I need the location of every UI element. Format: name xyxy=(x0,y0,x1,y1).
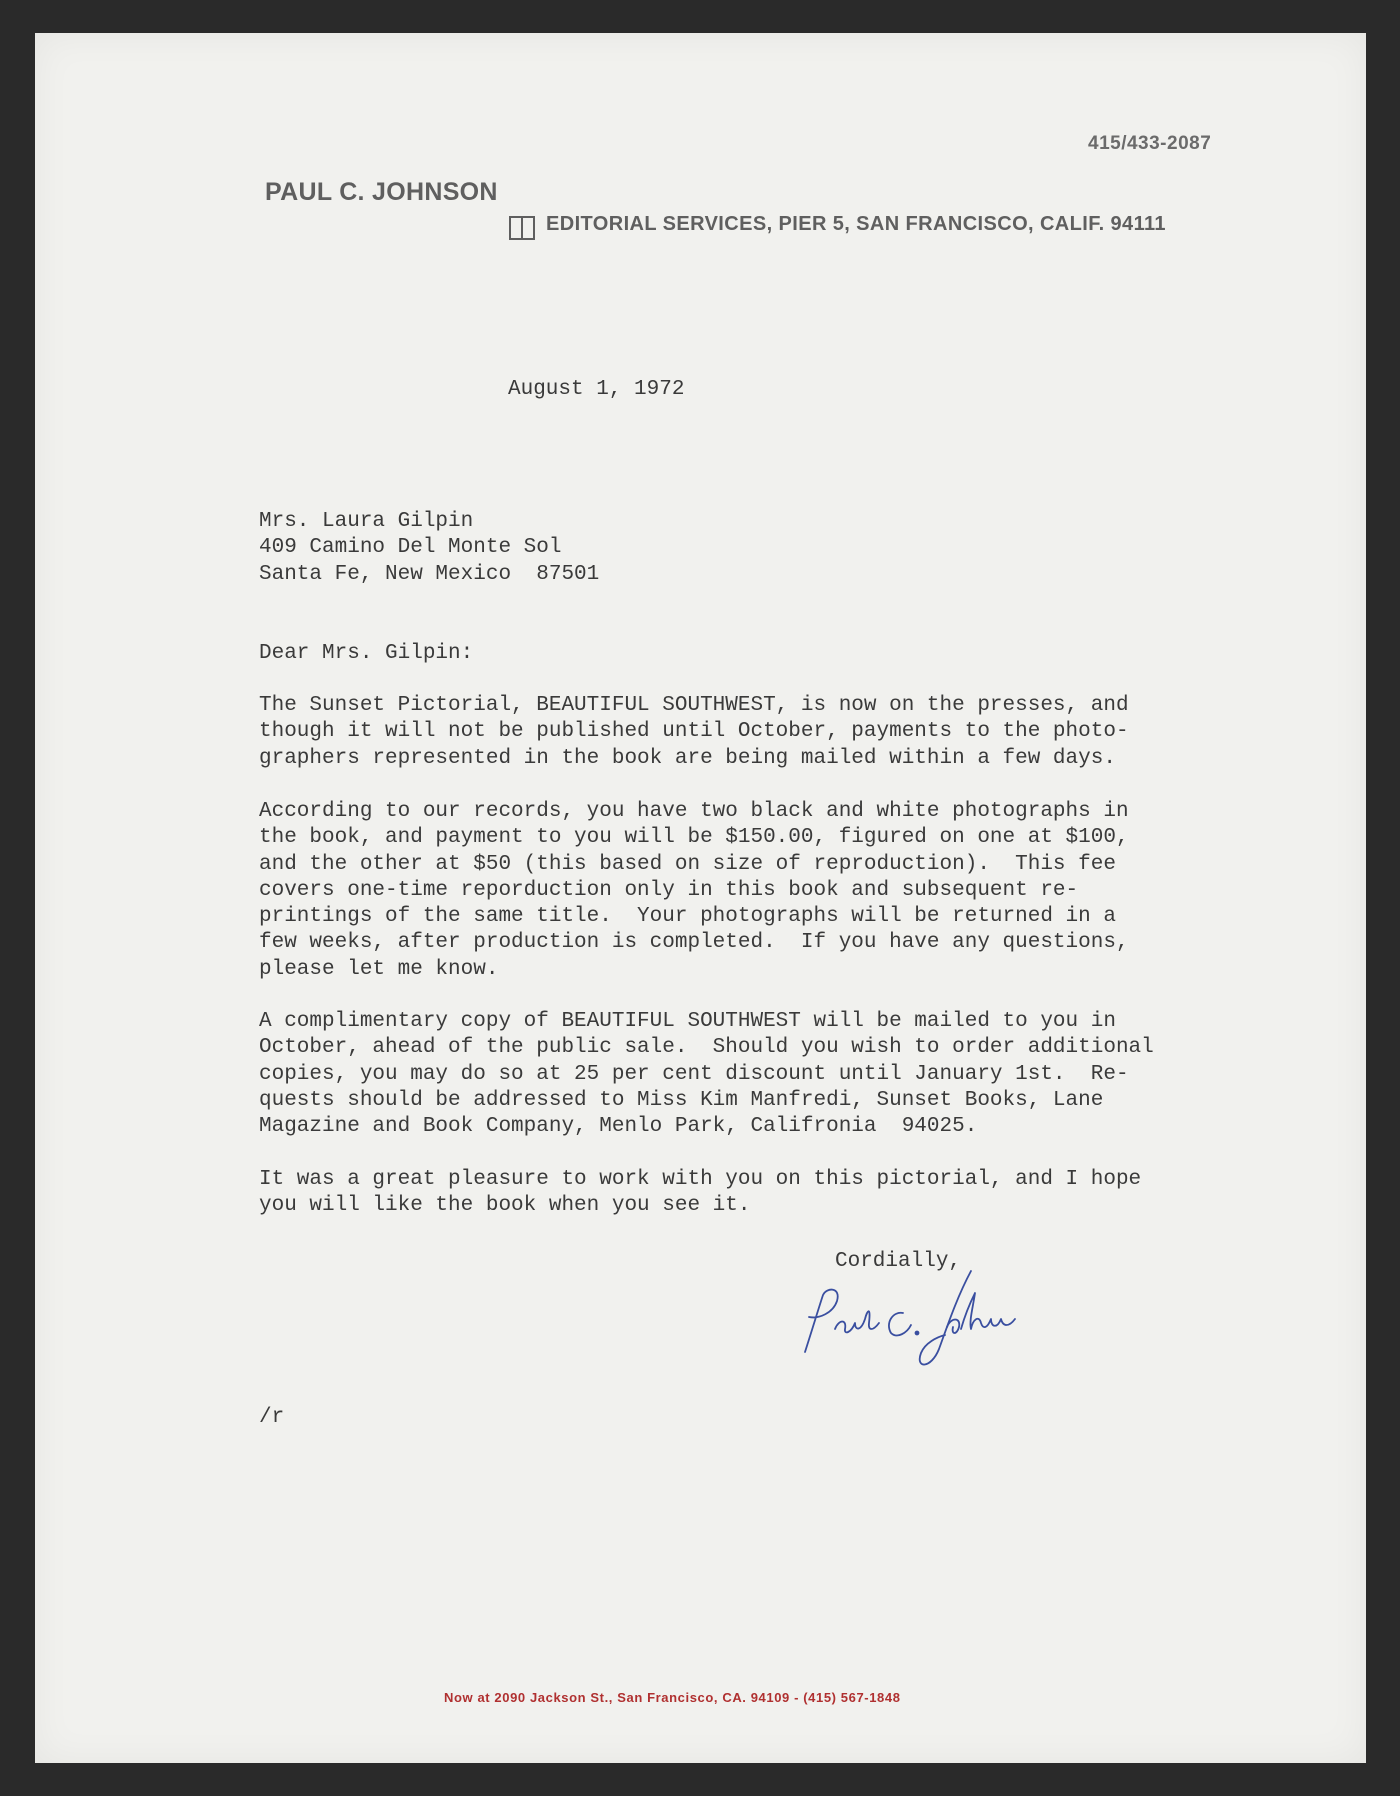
salutation: Dear Mrs. Gilpin: xyxy=(259,642,474,665)
body-paragraph-1: The Sunset Pictorial, BEAUTIFUL SOUTHWEST, is now on the presses, and though it will not be published until October, payments to the photo- graphers represented in the book are being mailed within a few days. xyxy=(259,694,1129,770)
letter-page xyxy=(35,33,1366,1763)
letter-date: August 1, 1972 xyxy=(508,378,685,401)
body-paragraph-3: A complimentary copy of BEAUTIFUL SOUTHWEST will be mailed to you in October, ahead of the public sale. Should you wish to order additional copies, you may do so at 25 per cent discount until January 1st. Re- quests should be addressed to Miss Kim Manfredi, Sunset Books, Lane Magazine and Book Company, Menlo Park, Califronia 94025. xyxy=(259,1010,1154,1139)
square-divided-logo-icon xyxy=(509,216,535,240)
handwritten-signature xyxy=(775,1257,1045,1377)
letterhead-address: EDITORIAL SERVICES, PIER 5, SAN FRANCISCO, CALIF. 94111 xyxy=(546,213,1166,235)
forwarding-address-stamp: Now at 2090 Jackson St., San Francisco, CA. 94109 - (415) 567-1848 xyxy=(444,1690,901,1705)
recipient-address: Mrs. Laura Gilpin 409 Camino Del Monte Sol Santa Fe, New Mexico 87501 xyxy=(259,510,600,586)
closing: Cordially, xyxy=(835,1250,962,1273)
body-paragraph-4: It was a great pleasure to work with you on this pictorial, and I hope you will like the book when you see it. xyxy=(259,1168,1142,1218)
typist-initials: /r xyxy=(259,1406,285,1429)
letterhead-phone: 415/433-2087 xyxy=(1088,133,1212,154)
body-paragraph-2: According to our records, you have two black and white photographs in the book, and payment to you will be $150.00, figured on one at $100, and the other at $50 (this based on size of reproduction). This fee covers one-time reporduction only in this book and subsequent re- printings of the same title. Your photographs will be returned in a few weeks, after production is completed. If you have any questions, please let me know. xyxy=(259,800,1129,981)
letterhead-name: PAUL C. JOHNSON xyxy=(265,178,498,206)
